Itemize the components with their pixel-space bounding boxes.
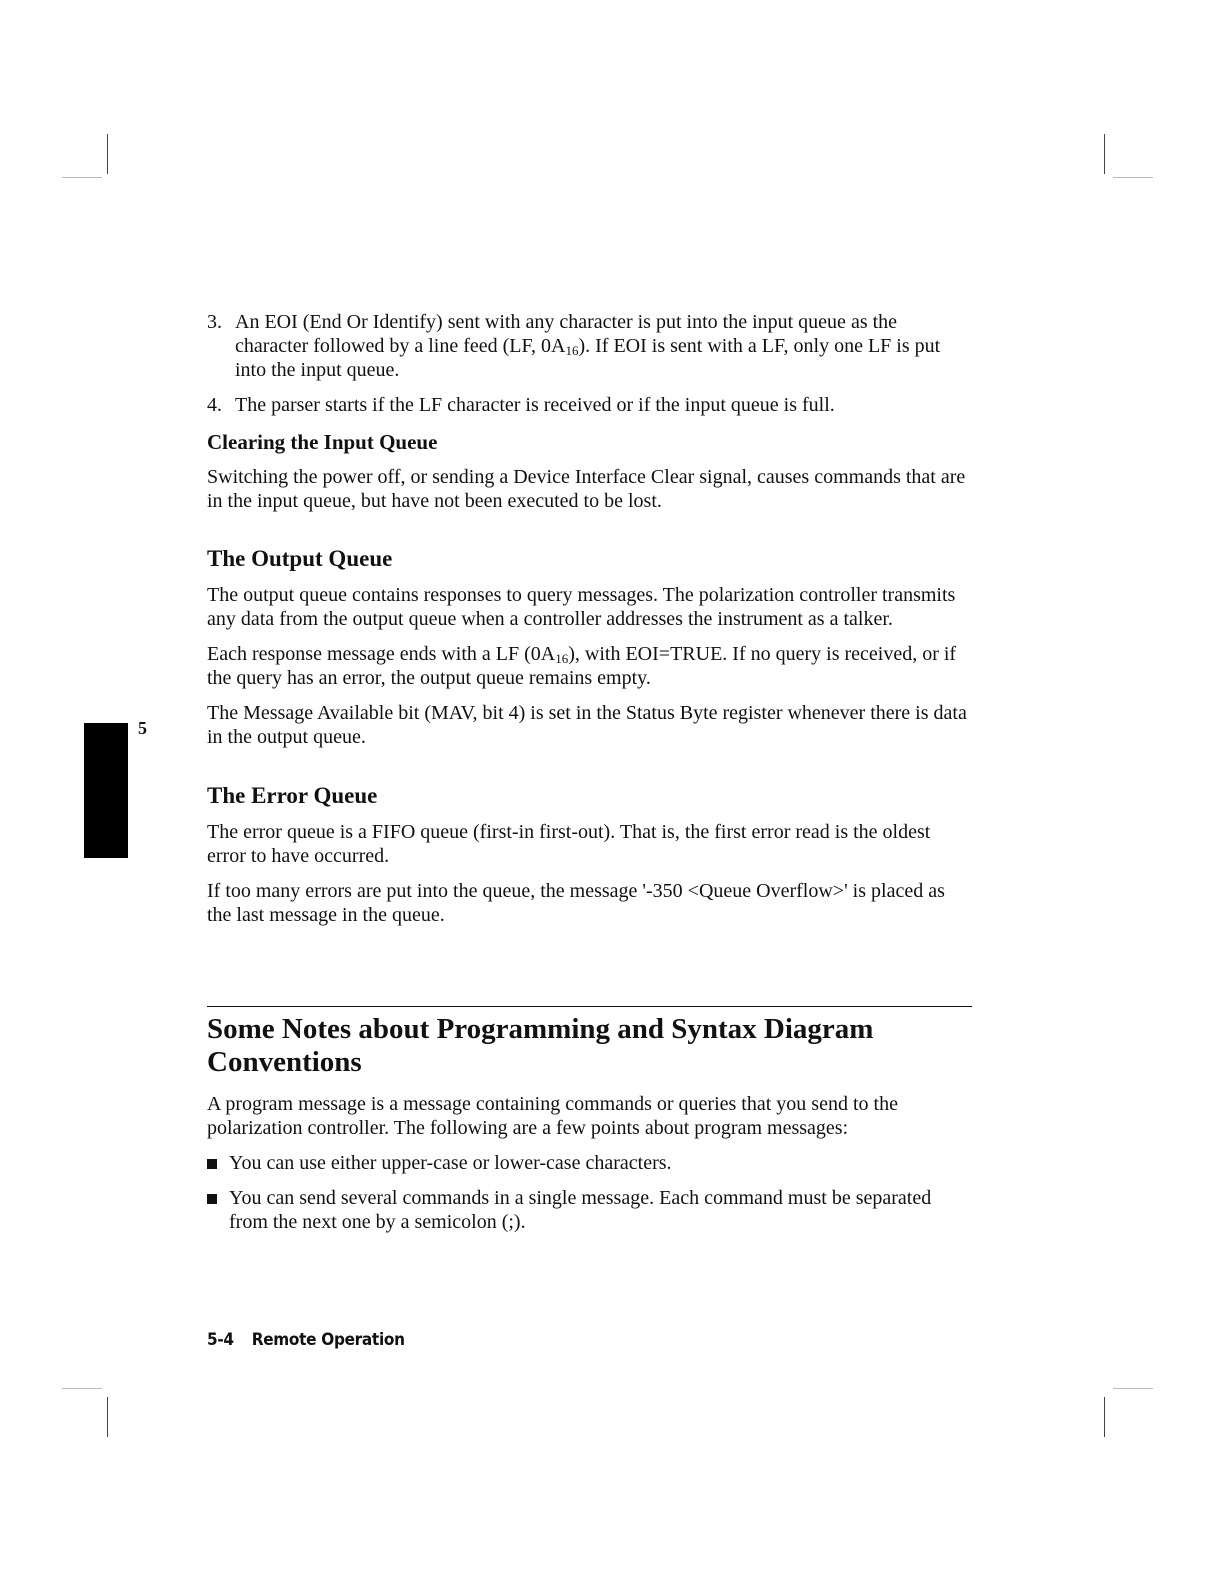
output-queue-paragraph: Each response message ends with a LF $(0A_{16})$, with EOI=TRUE. If no query is received, or if the query has an error, the output queue remains empty. <box>207 643 957 689</box>
section-heading-notes: Some Notes about Programming and Syntax Diagram Conventions <box>207 1013 874 1078</box>
crop-mark <box>107 1397 108 1437</box>
section-heading-error-queue: The Error Queue <box>207 783 378 808</box>
list-item-number: 4. <box>207 394 222 416</box>
crop-mark <box>1113 1388 1153 1389</box>
chapter-tab <box>84 723 128 858</box>
chapter-tab-number: 5 <box>138 718 147 738</box>
section-rule <box>207 1006 972 1007</box>
notes-intro-paragraph: A program message is a message containing commands or queries that you send to the polarization controller. The following are a few points about program messages: <box>207 1093 898 1139</box>
crop-mark <box>1104 1397 1105 1437</box>
error-queue-paragraph: If too many errors are put into the queue, the message '-350 <Queue Overflow>' is placed as the last message in the queue. <box>207 880 945 926</box>
output-queue-paragraph: The Message Available bit (MAV, bit 4) is set in the Status Byte register whenever there is data in the output queue. <box>207 702 967 748</box>
list-item-text: You can use either upper-case or lower-case characters. <box>229 1152 672 1174</box>
page-footer <box>207 1330 405 1350</box>
crop-mark <box>1104 134 1105 174</box>
output-queue-paragraph: The output queue contains responses to query messages. The polarization controller transmits any data from the output queue when a controller addresses the instrument as a talker. <box>207 584 956 630</box>
page-number: 5-4 <box>207 1330 234 1350</box>
crop-mark <box>107 134 108 174</box>
list-item-number: 3. <box>207 311 222 333</box>
footer-section-title: Remote Operation <box>251 1330 405 1350</box>
list-item <box>207 393 972 417</box>
list-item <box>207 1186 972 1234</box>
list-item-text: You can send several commands in a single message. Each command must be separated from the next one by a semicolon (;). <box>229 1187 932 1233</box>
error-queue-paragraph: The error queue is a FIFO queue (first-in first-out). That is, the first error read is the oldest error to have occurred. <box>207 821 931 867</box>
list-item <box>207 310 972 382</box>
crop-mark <box>62 1388 102 1389</box>
list-item-text: An EOI (End Or Identify) sent with any character is put into the input queue as the character followed by a line feed (LF, $0A_{16}$). If EOI is sent with a LF, only one LF is put into the input queue. <box>235 311 941 381</box>
bullet-icon <box>207 1186 229 1234</box>
section-heading-output-queue: The Output Queue <box>207 546 393 571</box>
crop-mark <box>1113 177 1153 178</box>
section-heading-clearing: Clearing the Input Queue <box>207 430 438 454</box>
bullet-icon <box>207 1151 229 1175</box>
page-content <box>207 310 972 1234</box>
list-item <box>207 1151 972 1175</box>
crop-mark <box>62 177 102 178</box>
list-item-text: The parser starts if the LF character is received or if the input queue is full. <box>235 394 835 416</box>
clearing-paragraph: Switching the power off, or sending a Device Interface Clear signal, causes commands that are in the input queue, but have not been executed to be lost. <box>207 466 966 512</box>
